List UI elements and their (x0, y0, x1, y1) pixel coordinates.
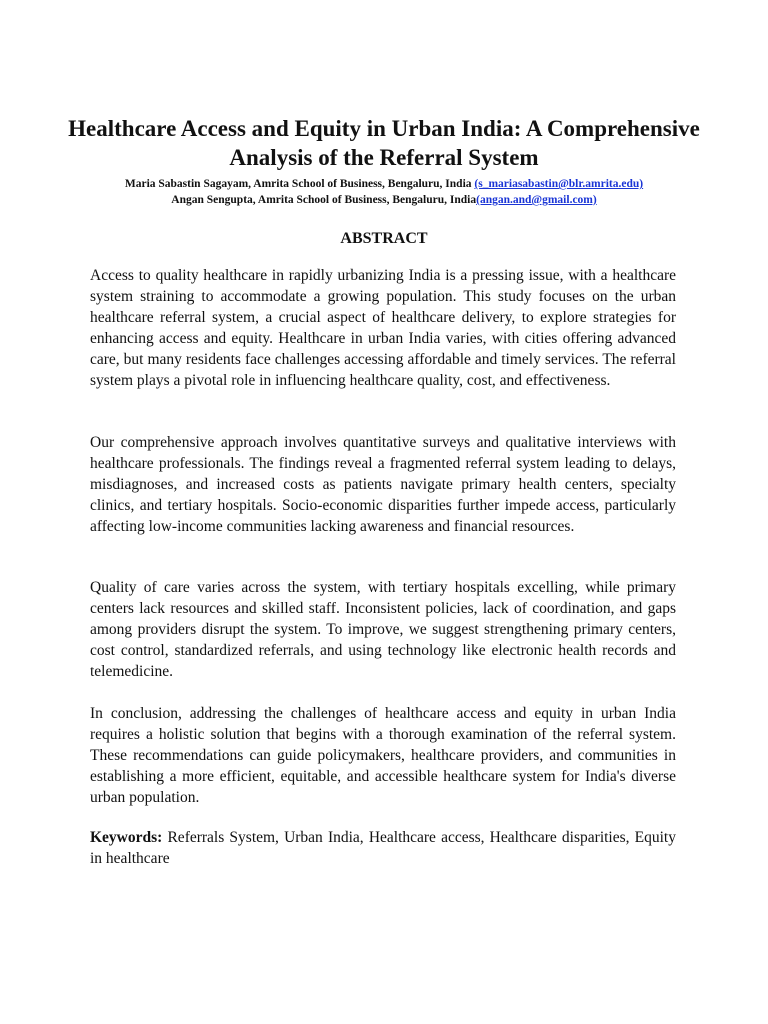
abstract-paragraph-4: In conclusion, addressing the challenges of healthcare access and equity in urban India requires a holistic solution that begins with a thorough examination of the referral system. These recommendations can guide policymakers, healthcare providers, and communities in establishing a more efficient, equitable, and accessible healthcare system for India's diverse urban population. (90, 705, 676, 806)
abstract-paragraph-1: Access to quality healthcare in rapidly urbanizing India is a pressing issue, with a healthcare system straining to accommodate a growing population. This study focuses on the urban healthcare referral system, a crucial aspect of healthcare delivery, to explore strategies for enhancing access and equity. Healthcare in urban India varies, with cities offering advanced care, but many residents face challenges accessing affordable and timely services. The referral system plays a pivotal role in influencing healthcare quality, cost, and effectiveness. (90, 267, 676, 389)
keywords-text: Referrals System, Urban India, Healthcare access, Healthcare disparities, Equity in healthcare (90, 829, 676, 867)
author-email-link-1[interactable]: (s_mariasabastin@blr.amrita.edu) (474, 178, 644, 190)
abstract-heading: ABSTRACT (340, 230, 428, 247)
keywords-label: Keywords: (90, 829, 163, 846)
author-affiliation-2: Angan Sengupta, Amrita School of Business, Bengaluru, India (171, 194, 477, 206)
author-line-2 (40, 192, 728, 208)
paper-title: Healthcare Access and Equity in Urban India: A Comprehensive Analysis of the Referral System (68, 116, 700, 170)
keywords-paragraph (90, 827, 676, 869)
author-affiliation-1: Maria Sabastin Sagayam, Amrita School of Business, Bengaluru, India (124, 178, 475, 190)
abstract-paragraph-2: Our comprehensive approach involves quantitative surveys and qualitative interviews with healthcare professionals. The findings reveal a fragmented referral system leading to delays, misdiagnoses, and increased costs as patients navigate primary health centers, specialty clinics, and tertiary hospitals. Socio-economic disparities further impede access, particularly affecting low-income communities lacking awareness and financial resources. (90, 434, 676, 535)
abstract-paragraph-3: Quality of care varies across the system, with tertiary hospitals excelling, while primary centers lack resources and skilled staff. Inconsistent policies, lack of coordination, and gaps among providers disrupt the system. To improve, we suggest strengthening primary centers, cost control, standardized referrals, and using technology like electronic health records and telemedicine. (90, 579, 676, 680)
author-block (40, 176, 728, 208)
author-email-link-2[interactable]: (angan.and@gmail.com) (476, 194, 597, 206)
author-line-1 (40, 176, 728, 192)
